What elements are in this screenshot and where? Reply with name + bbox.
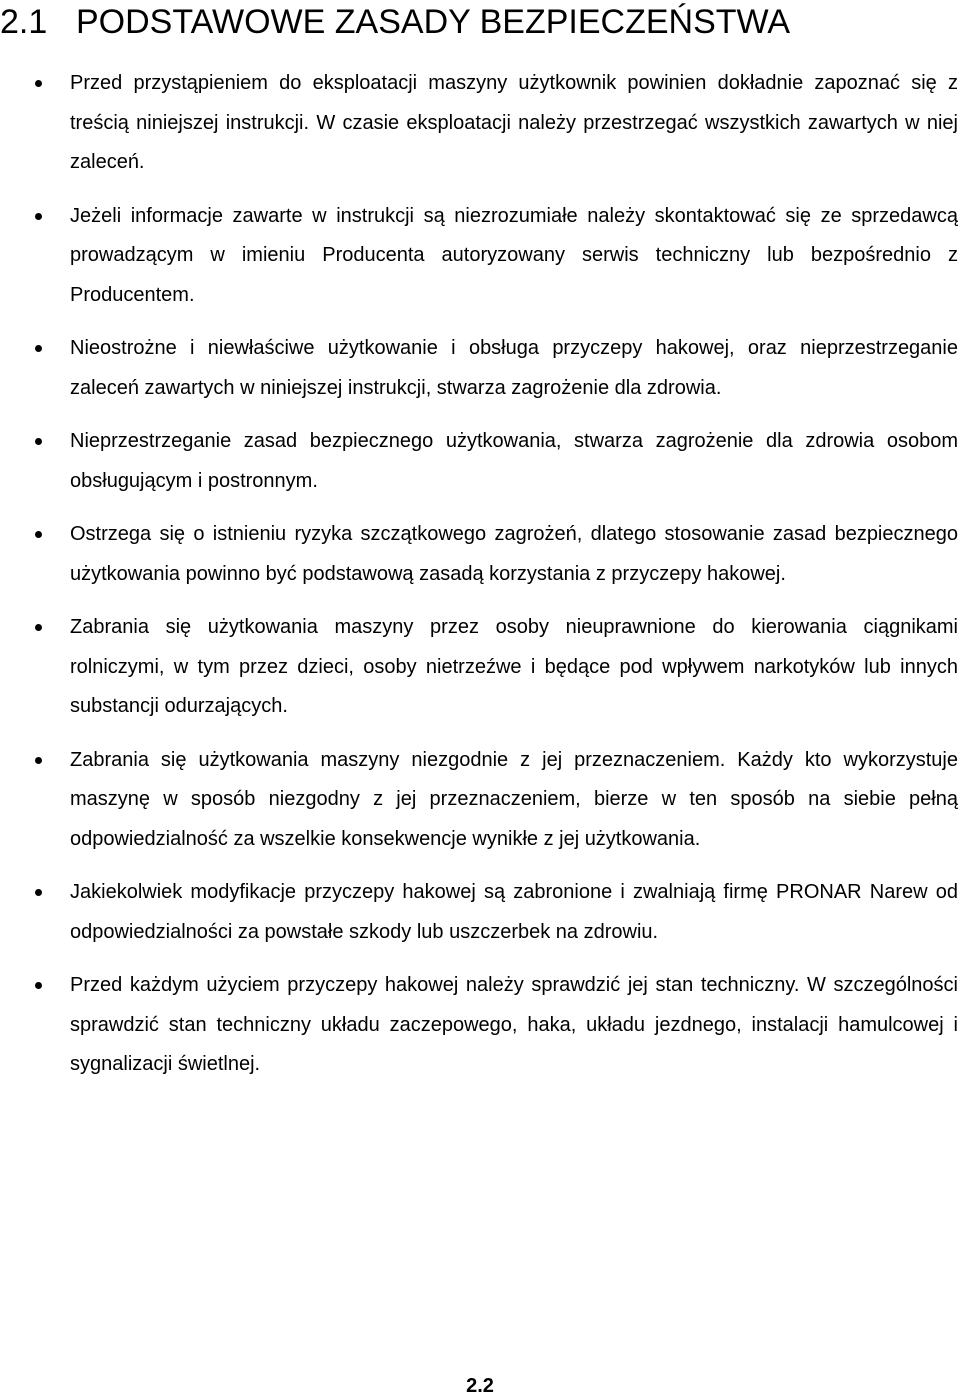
list-item — [0, 741, 960, 860]
list-item-text: Jeżeli informacje zawarte w instrukcji są niezrozumiałe należy skontaktować się ze sprzedawcą prowadzącym w imieniu Producenta autoryzowany serwis techniczny lub bezpośrednio z Producentem. — [70, 204, 958, 306]
list-item — [0, 64, 960, 183]
bullet-icon — [35, 624, 42, 631]
list-item — [0, 197, 960, 316]
list-item — [0, 873, 960, 952]
bullet-icon — [35, 213, 42, 220]
list-item — [0, 515, 960, 594]
bullet-icon — [35, 80, 42, 87]
bullet-icon — [35, 982, 42, 989]
bullet-icon — [35, 757, 42, 764]
section-heading — [0, 2, 960, 42]
safety-rules-list — [0, 64, 960, 1099]
list-item — [0, 422, 960, 501]
bullet-icon — [35, 345, 42, 352]
page-number — [0, 1374, 960, 1398]
list-item-text: Ostrzega się o istnieniu ryzyka szczątkowego zagrożeń, dlatego stosowanie zasad bezpiecznego użytkowania powinno być podstawową zasadą korzystania z przyczepy hakowej. — [70, 523, 958, 585]
section-title: PODSTAWOWE ZASADY BEZPIECZEŃSTWA — [76, 3, 791, 41]
list-item-text: Zabrania się użytkowania maszyny przez osoby nieuprawnione do kierowania ciągnikami rolniczymi, w tym przez dzieci, osoby nietrzeźwe i będące pod wpływem narkotyków lub innych substancji odurzających. — [70, 616, 958, 717]
list-item-text: Zabrania się użytkowania maszyny niezgodnie z jej przeznaczeniem. Każdy kto wykorzystuje maszynę w sposób niezgodny z jej przeznaczeniem, bierze w ten sposób na siebie pełną odpowiedzialność za wszelkie konsekwencje wynikłe z jej użytkowania. — [70, 748, 958, 850]
list-item-text: Nieprzestrzeganie zasad bezpiecznego użytkowania, stwarza zagrożenie dla zdrowia osobom obsługującym i postronnym. — [70, 430, 958, 492]
list-item-text: Przed przystąpieniem do eksploatacji maszyny użytkownik powinien dokładnie zapoznać się z treścią niniejszej instrukcji. W czasie eksploatacji należy przestrzegać wszystkich zawartych w niej zaleceń. — [70, 72, 958, 173]
bullet-icon — [35, 531, 42, 538]
bullet-icon — [35, 889, 42, 896]
list-item — [0, 608, 960, 727]
list-item-text: Nieostrożne i niewłaściwe użytkowanie i obsługa przyczepy hakowej, oraz nieprzestrzeganie zaleceń zawartych w niniejszej instrukcji, stwarza zagrożenie dla zdrowia. — [70, 337, 958, 399]
page-number-text: 2.2 — [466, 1375, 494, 1397]
list-item-text: Przed każdym użyciem przyczepy hakowej należy sprawdzić jej stan techniczny. W szczególności sprawdzić stan techniczny układu zaczepowego, haka, układu jezdnego, instalacji hamulcowej i sygnalizacji świetlnej. — [70, 974, 958, 1075]
section-number: 2.1 — [0, 3, 48, 41]
list-item — [0, 329, 960, 408]
list-item-text: Jakiekolwiek modyfikacje przyczepy hakowej są zabronione i zwalniają firmę PRONAR Narew od odpowiedzialności za powstałe szkody lub uszczerbek na zdrowiu. — [70, 881, 958, 943]
list-item — [0, 966, 960, 1085]
bullet-icon — [35, 438, 42, 445]
